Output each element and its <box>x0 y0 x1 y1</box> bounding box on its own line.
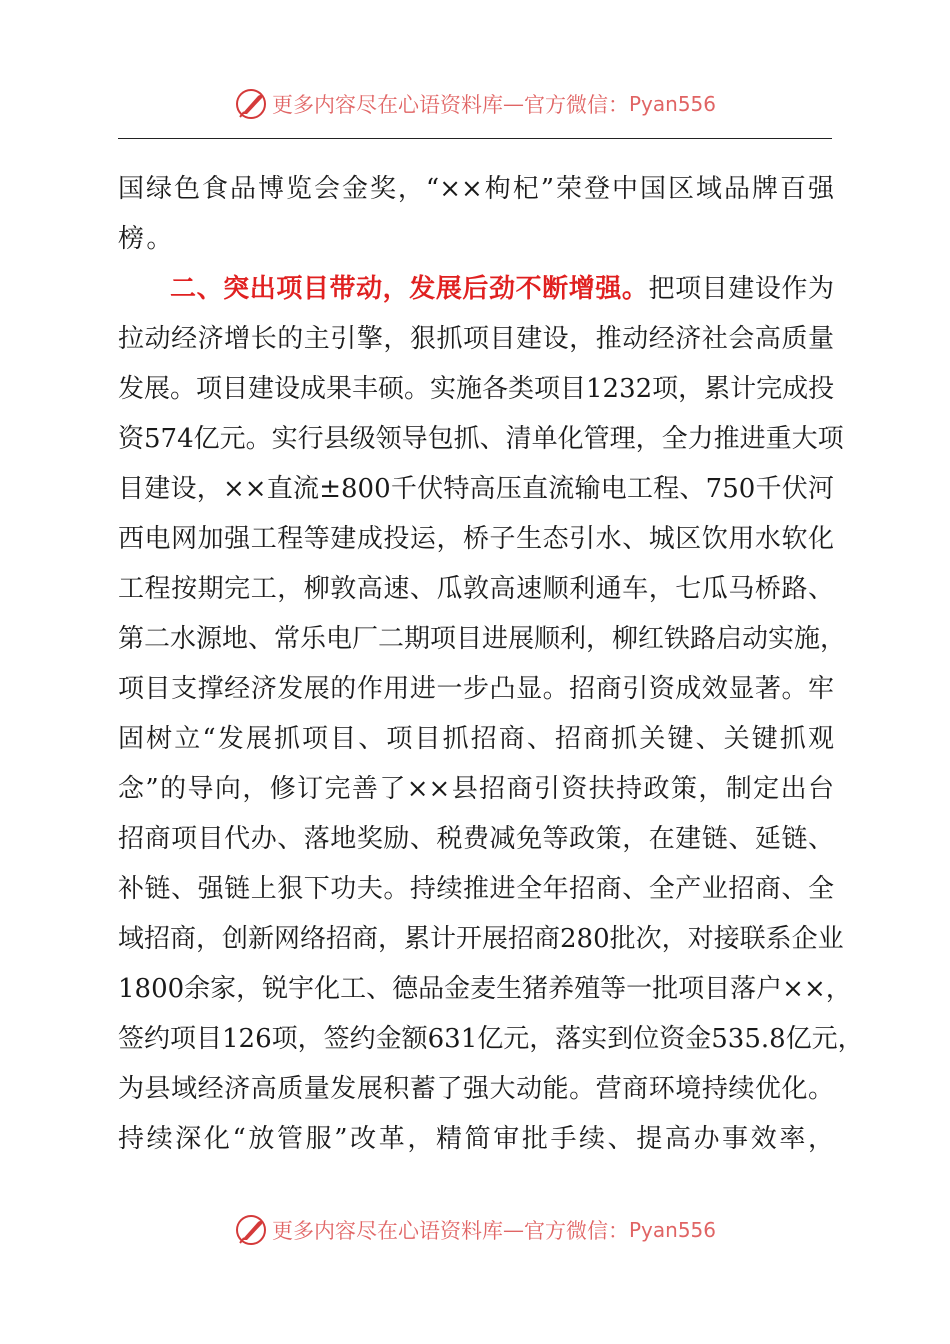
text-line: 把项目建设作为 <box>648 274 834 304</box>
paragraph-start <box>118 264 834 314</box>
text-line: 国绿色食品博览会金奖，“××枸杞”荣登中国区域品牌百强 <box>118 174 834 204</box>
text-line: 第二水源地、常乐电厂二期项目进展顺利，柳红铁路启动实施， <box>118 624 847 654</box>
text-line: 工程按期完工，柳敦高速、瓜敦高速顺利通车，七瓜马桥路、 <box>118 574 834 604</box>
text-line: 招商项目代办、落地奖励、税费减免等政策，在建链、延链、 <box>118 824 834 854</box>
text-line: 发展。项目建设成果丰硕。实施各类项目1232项，累计完成投 <box>118 374 835 404</box>
text-line: 目建设，××直流±800千伏特高压直流输电工程、750千伏河 <box>118 474 834 504</box>
banner-main-text: 更多内容尽在心语资料库 <box>271 93 503 117</box>
text-line: 资574亿元。实行县级领导包抓、清单化管理，全力推进重大项 <box>118 424 844 454</box>
footer-banner <box>0 1210 950 1250</box>
text-line: 补链、强链上狠下功夫。持续推进全年招商、全产业招商、全 <box>118 874 834 904</box>
text-line: 为县域经济高质量发展积蓄了强大动能。营商环境持续优化。 <box>118 1074 834 1104</box>
banner-separator: — <box>502 92 524 116</box>
text-line: 拉动经济增长的主引擎，狠抓项目建设，推动经济社会高质量 <box>118 324 834 354</box>
banner-main-text: 更多内容尽在心语资料库 <box>271 1219 503 1243</box>
text-line: 1800余家，锐宇化工、德品金麦生猪养殖等一批项目落户××， <box>118 974 852 1004</box>
quill-logo-icon <box>234 87 268 121</box>
banner-label: 官方微信： <box>523 1219 629 1243</box>
banner-handle: Pyan556 <box>628 92 716 116</box>
banner-handle: Pyan556 <box>628 1218 716 1242</box>
banner-label: 官方微信： <box>523 93 629 117</box>
header-banner <box>0 84 950 124</box>
quill-logo-icon <box>234 1213 268 1247</box>
text-line: 持续深化“放管服”改革，精简审批手续、提高办事效率， <box>118 1124 834 1154</box>
banner-separator: — <box>502 1218 524 1242</box>
header-divider <box>118 138 832 139</box>
text-line: 签约项目126项，签约金额631亿元，落实到位资金535.8亿元， <box>118 1024 864 1054</box>
text-line: 西电网加强工程等建成投运，桥子生态引水、城区饮用水软化 <box>118 524 834 554</box>
section-heading: 二、突出项目带动，发展后劲不断增强。 <box>170 274 649 304</box>
text-line: 榜。 <box>118 224 175 254</box>
document-body <box>118 164 864 1164</box>
text-line: 项目支撑经济发展的作用进一步凸显。招商引资成效显著。牢 <box>118 674 834 704</box>
text-line: 念”的导向，修订完善了××县招商引资扶持政策，制定出台 <box>118 774 834 804</box>
text-line: 域招商，创新网络招商，累计开展招商280批次，对接联系企业 <box>118 924 844 954</box>
text-line: 固树立“发展抓项目、项目抓招商、招商抓关键、关键抓观 <box>118 724 834 754</box>
